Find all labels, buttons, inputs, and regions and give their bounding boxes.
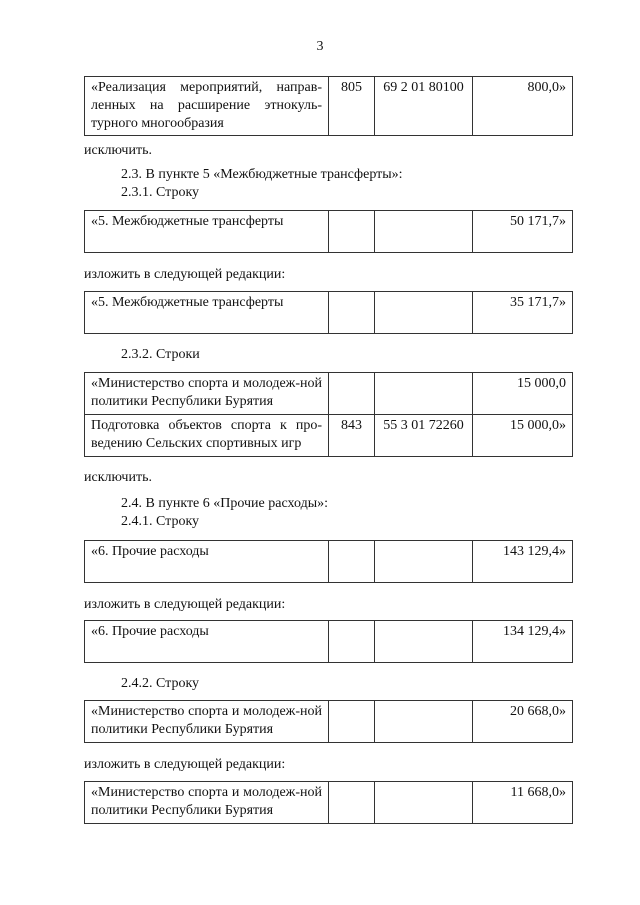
row-amount-cell: 800,0» (473, 77, 573, 136)
paragraph-section-2-4-1: 2.4.1. Строку (121, 514, 200, 529)
row-name-cell: «5. Межбюджетные трансферты (85, 211, 329, 253)
budget-table-6 (84, 620, 573, 663)
row-kbk-cell (375, 541, 473, 583)
budget-table-1 (84, 76, 573, 136)
row-amount-cell: 20 668,0» (473, 701, 573, 743)
row-code-cell (329, 701, 375, 743)
row-amount-cell: 15 000,0 (473, 373, 573, 415)
row-amount-cell: 15 000,0» (473, 415, 573, 457)
row-name-cell: «Министерство спорта и молодеж-ной политики Республики Бурятия (85, 701, 329, 743)
paragraph-exclude-1: исключить. (84, 143, 152, 158)
row-kbk-cell: 69 2 01 80100 (375, 77, 473, 136)
row-amount-cell: 134 129,4» (473, 621, 573, 663)
row-kbk-cell (375, 782, 473, 824)
table-row (85, 211, 573, 253)
paragraph-section-2-4-2: 2.4.2. Строку (121, 676, 200, 691)
row-name-cell: «Министерство спорта и молодеж-ной политики Республики Бурятия (85, 782, 329, 824)
paragraph-new-edition-1: изложить в следующей редакции: (84, 267, 286, 282)
table-row (85, 292, 573, 334)
row-code-cell (329, 211, 375, 253)
table-row (85, 77, 573, 136)
row-code-cell: 805 (329, 77, 375, 136)
budget-table-5 (84, 540, 573, 583)
budget-table-2 (84, 210, 573, 253)
page-number: 3 (316, 39, 324, 54)
table-row (85, 373, 573, 415)
paragraph-new-edition-3: изложить в следующей редакции: (84, 757, 286, 772)
table-row (85, 541, 573, 583)
row-kbk-cell (375, 621, 473, 663)
row-kbk-cell (375, 373, 473, 415)
row-name-cell: «6. Прочие расходы (85, 621, 329, 663)
row-amount-cell: 11 668,0» (473, 782, 573, 824)
row-name-cell: «Министерство спорта и молодеж-ной политики Республики Бурятия (85, 373, 329, 415)
row-kbk-cell: 55 3 01 72260 (375, 415, 473, 457)
row-code-cell: 843 (329, 415, 375, 457)
row-name-cell: «6. Прочие расходы (85, 541, 329, 583)
paragraph-section-2-3: 2.3. В пункте 5 «Межбюджетные трансферты»: (121, 167, 403, 182)
row-amount-cell: 35 171,7» (473, 292, 573, 334)
row-code-cell (329, 541, 375, 583)
row-name-cell: Подготовка объектов спорта к про-ведению Сельских спортивных игр (85, 415, 329, 457)
row-amount-cell: 50 171,7» (473, 211, 573, 253)
row-kbk-cell (375, 211, 473, 253)
row-code-cell (329, 782, 375, 824)
row-kbk-cell (375, 292, 473, 334)
paragraph-exclude-2: исключить. (84, 470, 152, 485)
row-code-cell (329, 373, 375, 415)
row-name-cell: «5. Межбюджетные трансферты (85, 292, 329, 334)
paragraph-new-edition-2: изложить в следующей редакции: (84, 597, 286, 612)
table-row (85, 701, 573, 743)
row-code-cell (329, 292, 375, 334)
table-row (85, 782, 573, 824)
budget-table-4 (84, 372, 573, 457)
paragraph-section-2-3-1: 2.3.1. Строку (121, 185, 200, 200)
budget-table-7 (84, 700, 573, 743)
paragraph-section-2-4: 2.4. В пункте 6 «Прочие расходы»: (121, 496, 328, 511)
row-name-cell: «Реализация мероприятий, направ-ленных на расширение этнокуль-турного многообразия (85, 77, 329, 136)
paragraph-section-2-3-2: 2.3.2. Строки (121, 347, 200, 362)
budget-table-8 (84, 781, 573, 824)
table-row (85, 621, 573, 663)
table-row (85, 415, 573, 457)
row-amount-cell: 143 129,4» (473, 541, 573, 583)
row-code-cell (329, 621, 375, 663)
row-kbk-cell (375, 701, 473, 743)
budget-table-3 (84, 291, 573, 334)
